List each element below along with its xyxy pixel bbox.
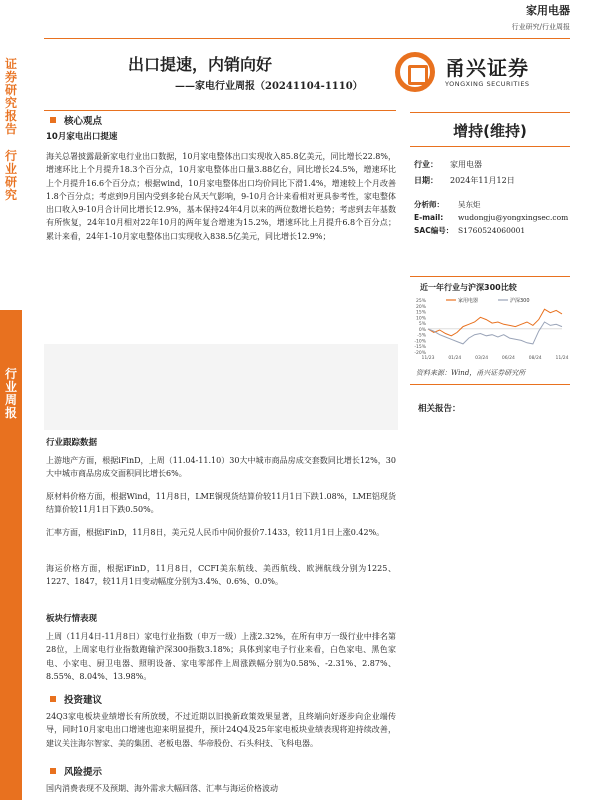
logo-mark-icon — [395, 52, 435, 92]
sac-label: SAC编号： — [414, 226, 454, 235]
sector-heading: 板块行情表现 — [46, 614, 98, 624]
tracking-paragraph-4: 海运价格方面，根据iFinD，11月8日，CCFI美东航线、美西航线、欧洲航线分别为1225、1227、1847，较11月1日变动幅度分别为3.4%、0.6%、0.0%。 — [46, 564, 396, 587]
logo-english: YONGXING SECURITIES — [445, 80, 530, 88]
y-tick-label: 5% — [418, 322, 426, 328]
industry-value: 家用电器 — [450, 160, 482, 169]
export-p2-background — [44, 344, 398, 430]
rating: 增持(维持) — [453, 122, 527, 140]
comparison-chart — [406, 296, 569, 368]
industry-row — [414, 158, 482, 171]
chart-bottom-line — [410, 384, 570, 385]
series-line-hs300 — [428, 322, 562, 344]
tracking-paragraph-1: 上游地产方面，根据iFinD，上周（11.04-11.10）30大中城市商品房成交套数同比增长12%，30大中城市商品房成交面积同比增长6%。 — [46, 456, 396, 479]
email-value[interactable]: wudongju@yongxingsec.com — [458, 213, 569, 222]
export-heading: 10月家电出口提速 — [46, 132, 118, 142]
invest-paragraph: 24Q3家电板块业绩增长有所放缓，不过近期以旧换新政策效果显著，且终端向好逐步向企业端传导，同时10月家电出口增速也迎来明显提升，预计24Q4及25年家电板块业绩表现将迎持续改善，建议关注海尔智家、美的集团、老板电器、华帝股份、石头科技、飞科电器。 — [46, 712, 396, 748]
section-invest: 投资建议 — [46, 692, 396, 706]
y-tick-label: -10% — [414, 339, 426, 345]
sidebar-label-weekly: 行业周报 — [4, 367, 17, 420]
analyst-value: 吴东炬 — [458, 200, 481, 209]
y-tick-label: 25% — [415, 299, 426, 304]
tracking-heading: 行业跟踪数据 — [46, 438, 98, 448]
rating-top-line — [410, 112, 570, 113]
rating-bottom-line — [410, 146, 570, 147]
sac-value: S1760524060001 — [458, 226, 526, 235]
export-paragraph-1: 海关总署披露最新家电行业出口数据，10月家电整体出口实现收入85.8亿美元，同比增长22.8%，增速环比上个月提升18.3个百分点，10月家电整体出口量3.88亿台，同比增长24.5%，增速环比上个月提升16.6个百分点；根据wind，10月家电整体出口均价同比下滑1.4%，增速较上个月改善1.8个百分点；考虑到9月国内受到多轮台风天气影响，9-10月合计来看相对更具参考性，家电整体出口收入9-10月合计同比增长12.9%，基本保持24年4月以来的两位数增长趋势；考虑到去年基数有所恢复，24年10月相对22年10月的两年复合增速为15.2%，增速环比上月提升6.8个百分点；累计来看，24年1-10月家电整体出口实现收入838.5亿美元，同比增长12.9%； — [46, 152, 396, 241]
industry-label: 行业： — [414, 160, 438, 169]
company-logo — [395, 50, 555, 98]
x-tick-label: 11/24 — [555, 356, 569, 361]
y-tick-label: -15% — [414, 345, 426, 351]
x-tick-label: 06/24 — [501, 356, 515, 361]
report-subtitle: ——家电行业周报（20241104-1110） — [175, 81, 363, 92]
section-risk: 风险提示 — [46, 764, 396, 778]
y-tick-label: -5% — [417, 333, 426, 339]
analyst-label: 分析师： — [414, 200, 444, 209]
analyst-row — [414, 199, 481, 211]
related-reports-label: 相关报告： — [418, 404, 461, 414]
sac-row — [414, 225, 525, 237]
header-right — [512, 2, 570, 32]
email-label: E-mail: — [414, 213, 444, 222]
x-tick-label: 03/24 — [475, 356, 489, 361]
header-subtitle: 行业研究/行业周报 — [511, 23, 570, 31]
report-title: 出口提速，内销向好 — [128, 55, 273, 74]
y-tick-label: 0% — [418, 327, 426, 333]
square-bullet-icon — [50, 696, 56, 702]
x-tick-label: 01/24 — [448, 356, 462, 361]
y-tick-label: 10% — [415, 316, 426, 322]
y-tick-label: 15% — [415, 310, 426, 316]
sector-paragraph-1: 上周（11月4日-11月8日）家电行业指数（申万一级）上涨2.32%，在所有申万一级行业中排名第28位，上周家电行业指数跑输沪深300指数3.18%；具体到家电子行业来看，白色家电、黑色家电、小家电、厨卫电器、照明设备、家电零部件上周涨跌幅分别为0.58%、-2.31%、2.87%、8.55%、8.04%、13.98%。 — [46, 632, 396, 681]
x-tick-label: 11/23 — [421, 356, 435, 361]
date-value: 2024年11月12日 — [450, 176, 515, 185]
sidebar-label-research: 行业研究 — [4, 149, 17, 202]
y-tick-label: -20% — [414, 351, 426, 356]
tracking-paragraph-3: 汇率方面，根据iFinD，11月8日，美元兑人民币中间价报价7.1433，较11月1日上涨0.42%。 — [46, 528, 385, 537]
y-tick-label: 20% — [415, 304, 426, 310]
square-bullet-icon — [50, 768, 56, 774]
sidebar-top — [0, 0, 22, 300]
email-row — [414, 212, 568, 224]
header-category: 家用电器 — [526, 4, 570, 17]
x-tick-label: 08/24 — [528, 356, 542, 361]
header-divider — [44, 38, 570, 39]
chart-title: 近一年行业与沪深300比较 — [420, 283, 517, 292]
section-core-view: 核心观点 — [46, 113, 396, 127]
series-line-appliance — [428, 309, 562, 336]
sidebar-orange-band — [0, 310, 22, 800]
chart-top-line — [410, 276, 570, 277]
tracking-paragraph-2: 原材料价格方面，根据Wind，11月8日，LME铜现货结算价较11月1日下跌1.08%，LME铝现货结算价较11月1日下跌0.50%。 — [46, 492, 396, 515]
main-divider — [44, 110, 396, 111]
date-label: 日期： — [414, 176, 438, 185]
risk-paragraph: 国内消费表现不及预期、海外需求大幅回落、汇率与海运价格波动 — [46, 784, 278, 793]
date-row — [414, 174, 515, 187]
square-bullet-icon — [50, 117, 56, 123]
sidebar-label-report: 证券研究报告 — [4, 57, 17, 136]
chart-source: 资料来源：Wind，甬兴证券研究所 — [416, 369, 526, 377]
legend-label: 沪深300 — [510, 298, 530, 304]
legend-label: 家用电器 — [458, 298, 479, 304]
logo-name: 甬兴证券 — [445, 56, 529, 80]
